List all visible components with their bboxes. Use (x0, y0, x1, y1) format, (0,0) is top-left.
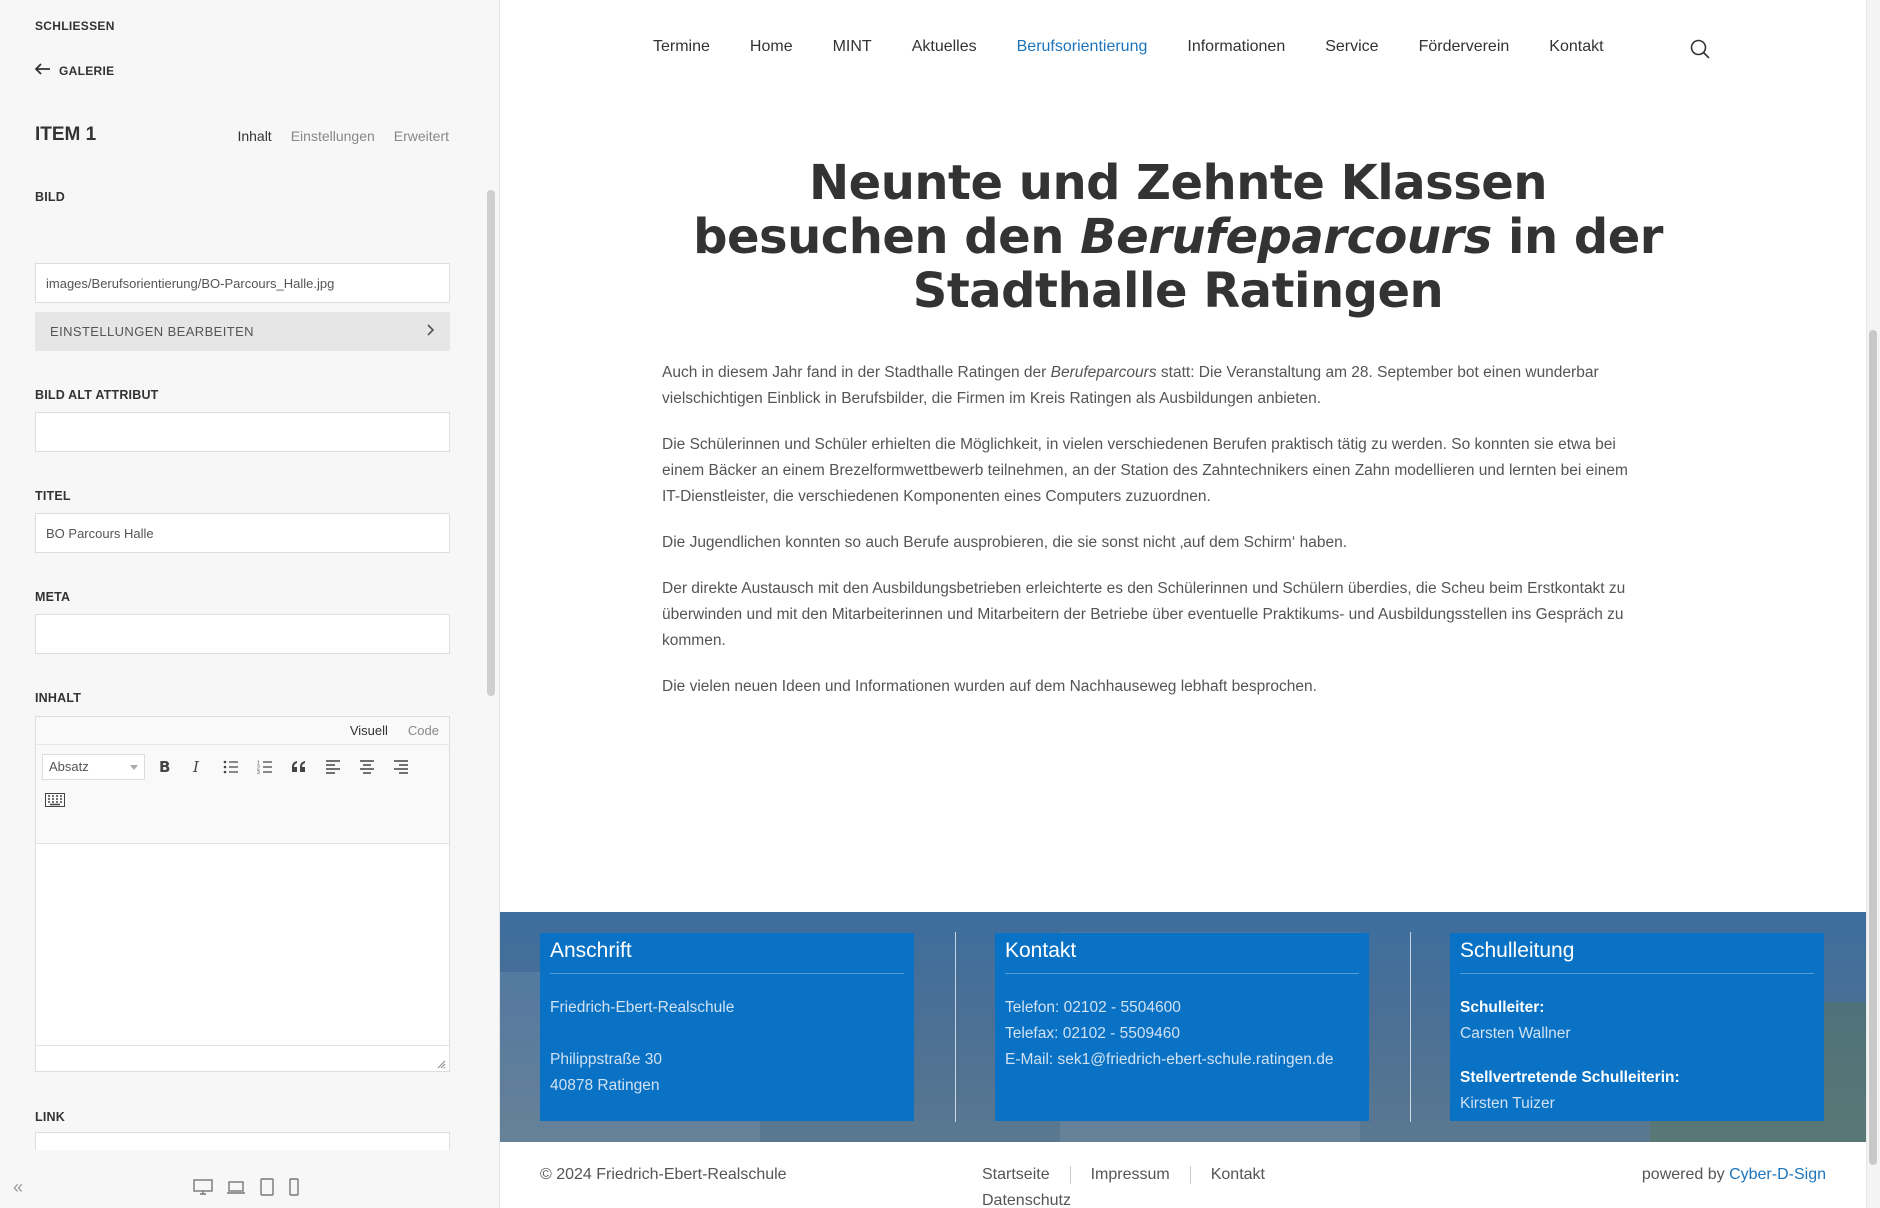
copyright: © 2024 Friedrich-Ebert-Realschule (540, 1166, 787, 1183)
footer-link-impressum[interactable]: Impressum (1070, 1166, 1190, 1184)
footer-link-startseite[interactable]: Startseite (982, 1166, 1050, 1183)
mobile-icon[interactable] (288, 1178, 300, 1196)
svg-text:B: B (159, 759, 171, 775)
bold-icon[interactable] (151, 755, 177, 779)
search-icon[interactable] (1690, 39, 1710, 64)
editor-mode-tabs (36, 717, 449, 745)
article-paragraph: Die Jugendlichen konnten so auch Berufe ausprobieren, die sie sonst nicht ‚auf dem Schirm‘ haben. (662, 534, 1347, 551)
tab-visual[interactable]: Visuell (349, 723, 388, 738)
article-title-part2: in der Stadthalle Ratingen (912, 209, 1663, 319)
article-paragraph (662, 360, 1632, 412)
panel-tabs (237, 128, 449, 144)
footer-link-datenschutz[interactable]: Datenschutz (982, 1192, 1071, 1208)
tab-einstellungen[interactable]: Einstellungen (290, 128, 375, 144)
footer-street: Philippstraße 30 (550, 1051, 663, 1068)
rich-text-editor (35, 716, 450, 1072)
close-button[interactable]: SCHLIESSEN (35, 19, 115, 33)
nav-item-informationen[interactable]: Informationen (1187, 38, 1286, 55)
tab-erweitert[interactable]: Erweitert (393, 128, 449, 144)
meta-field[interactable] (35, 614, 450, 654)
footer-school-name: Friedrich-Ebert-Realschule (550, 999, 735, 1016)
tablet-icon[interactable] (259, 1178, 275, 1196)
powered-by-prefix: powered by (1641, 1166, 1730, 1183)
link-field[interactable] (35, 1132, 450, 1150)
article-paragraph: Die Schülerinnen und Schüler erhielten die Möglichkeit, in vielen verschiedenen Berufen praktisch tätig zu werden. So konnten sie etwa bei einem Bäcker an einem Brezelformwettbewerb teilnehmen, an der Station des Zahntechnikers einen Zahn modellieren und lernten bei einem IT-Dienstleister, die verschiedenen Komponenten eines Computers zuzuordnen. (662, 436, 1628, 505)
arrow-left-icon (35, 63, 51, 78)
editor-panel (0, 0, 500, 1208)
footer-email[interactable]: E-Mail: sek1@friedrich-ebert-schule.ratingen.de (1005, 1051, 1334, 1068)
nav-item-home[interactable]: Home (749, 38, 793, 55)
nav-item-mint[interactable]: MINT (832, 38, 872, 55)
footer-deputy-name: Kirsten Tuizer (1460, 1095, 1555, 1112)
footer-contact (995, 933, 1369, 1121)
nav-item-foerderverein[interactable]: Förderverein (1418, 38, 1510, 55)
alt-field[interactable] (35, 412, 450, 452)
footer-divider (955, 932, 956, 1122)
alt-label: BILD ALT ATTRIBUT (35, 388, 159, 402)
title-field[interactable] (35, 513, 450, 553)
editor-panel-scroll (0, 0, 485, 1150)
meta-label: META (35, 590, 71, 604)
article-paragraph: Der direkte Austausch mit den Ausbildungsbetrieben erleichterte es den Schülerinnen und Schülern überdies, die Scheu beim Erstkontakt zu überwinden und mit den Mitarbeiterinnen und Mitarbeitern der Betriebe über eventuelle Praktikums- und Ausbildungsstellen ins Gespräch zu kommen. (662, 580, 1626, 649)
format-select[interactable] (42, 754, 145, 780)
alt-input[interactable] (46, 413, 439, 451)
footer-address-heading: Anschrift (550, 933, 904, 974)
footer-fax: Telefax: 02102 - 5509460 (1005, 1025, 1180, 1042)
article-paragraph: Die vielen neuen Ideen und Informationen wurden auf dem Nachhauseweg lebhaft besprochen. (662, 678, 1317, 695)
editor-status-bar (36, 1045, 449, 1071)
nav-item-service[interactable]: Service (1325, 38, 1379, 55)
footer-phone[interactable]: Telefon: 02102 - 5504600 (1005, 999, 1181, 1016)
desktop-icon[interactable] (193, 1179, 213, 1195)
format-select-value: Absatz (49, 759, 89, 774)
article-title-part1: Neunte und Zehnte Klassen besuchen den (693, 155, 1547, 265)
editor-toolbar (36, 745, 449, 844)
tab-code[interactable]: Code (407, 723, 439, 738)
footer-links (982, 1166, 1285, 1208)
title-label: TITEL (35, 489, 71, 503)
numbered-list-icon[interactable] (252, 755, 278, 779)
cyber-d-sign-link[interactable]: Cyber-D-Sign (1729, 1166, 1826, 1183)
paragraph-emphasis: Berufeparcours (1050, 364, 1157, 381)
nav-item-termine[interactable]: Termine (653, 38, 710, 55)
content-label: INHALT (35, 691, 82, 705)
keyboard-icon[interactable] (42, 788, 68, 812)
blockquote-icon[interactable] (286, 755, 312, 779)
edit-settings-label: EINSTELLUNGEN BEARBEITEN (50, 324, 254, 339)
footer-deputy-label: Stellvertretende Schulleiterin: (1460, 1069, 1680, 1086)
footer-city: 40878 Ratingen (550, 1077, 660, 1094)
italic-icon[interactable] (184, 755, 210, 779)
bullet-list-icon[interactable] (218, 755, 244, 779)
align-left-icon[interactable] (320, 755, 346, 779)
link-label: LINK (35, 1110, 65, 1124)
back-link-label: GALERIE (59, 63, 115, 78)
nav-item-kontakt[interactable]: Kontakt (1549, 38, 1604, 55)
footer-head-name: Carsten Wallner (1460, 1025, 1571, 1042)
resize-handle-icon[interactable] (437, 1060, 446, 1069)
chevron-right-icon (427, 324, 435, 339)
device-preview-switcher (193, 1178, 300, 1196)
align-right-icon[interactable] (388, 755, 414, 779)
svg-text:2: 2 (257, 765, 260, 772)
edit-settings-button[interactable] (35, 312, 450, 351)
footer-link-kontakt[interactable]: Kontakt (1190, 1166, 1285, 1184)
image-path-input[interactable] (46, 264, 439, 302)
laptop-icon[interactable] (226, 1179, 246, 1195)
caret-down-icon (130, 765, 138, 770)
article-title (690, 156, 1666, 318)
align-center-icon[interactable] (354, 755, 380, 779)
article-body (662, 360, 1632, 720)
footer-address (540, 933, 914, 1121)
footer-leadership-heading: Schulleitung (1460, 933, 1814, 974)
collapse-panel-icon[interactable]: « (13, 1177, 24, 1197)
tab-inhalt[interactable]: Inhalt (237, 128, 272, 144)
footer-divider (1410, 932, 1411, 1122)
footer-head-label: Schulleiter: (1460, 999, 1545, 1016)
svg-text:1: 1 (257, 760, 260, 767)
image-path-field[interactable] (35, 263, 450, 303)
nav-item-berufsorientierung[interactable]: Berufsorientierung (1016, 38, 1148, 55)
editor-text-area[interactable] (36, 845, 449, 1074)
paragraph-text: statt: Die Veranstaltung am 28. September bot einen wunderbar vielschichtigen Einblick in Berufsbilder, die Firmen im Kreis Ratingen als Ausbildungen anbieten. (662, 364, 1599, 407)
footer-contact-heading: Kontakt (1005, 933, 1359, 974)
item-title: ITEM 1 (35, 124, 97, 145)
title-input[interactable] (46, 514, 439, 552)
article-title-emphasis: Berufeparcours (1080, 209, 1492, 265)
paragraph-text: Auch in diesem Jahr fand in der Stadthalle Ratingen der (662, 364, 1051, 381)
preview-scrollbar[interactable] (1869, 330, 1877, 1165)
main-nav (653, 38, 1644, 56)
meta-input[interactable] (46, 615, 439, 653)
svg-text:3: 3 (257, 770, 260, 774)
page-preview (500, 0, 1866, 1208)
powered-by (1642, 1166, 1826, 1184)
nav-item-aktuelles[interactable]: Aktuelles (911, 38, 977, 55)
back-to-gallery-link[interactable] (35, 63, 114, 78)
footer-leadership (1450, 933, 1824, 1121)
bottom-bar (500, 1142, 1866, 1208)
footer-band (500, 912, 1866, 1142)
svg-text:I: I (193, 759, 199, 775)
panel-scrollbar[interactable] (487, 190, 495, 696)
image-label: BILD (35, 190, 65, 204)
